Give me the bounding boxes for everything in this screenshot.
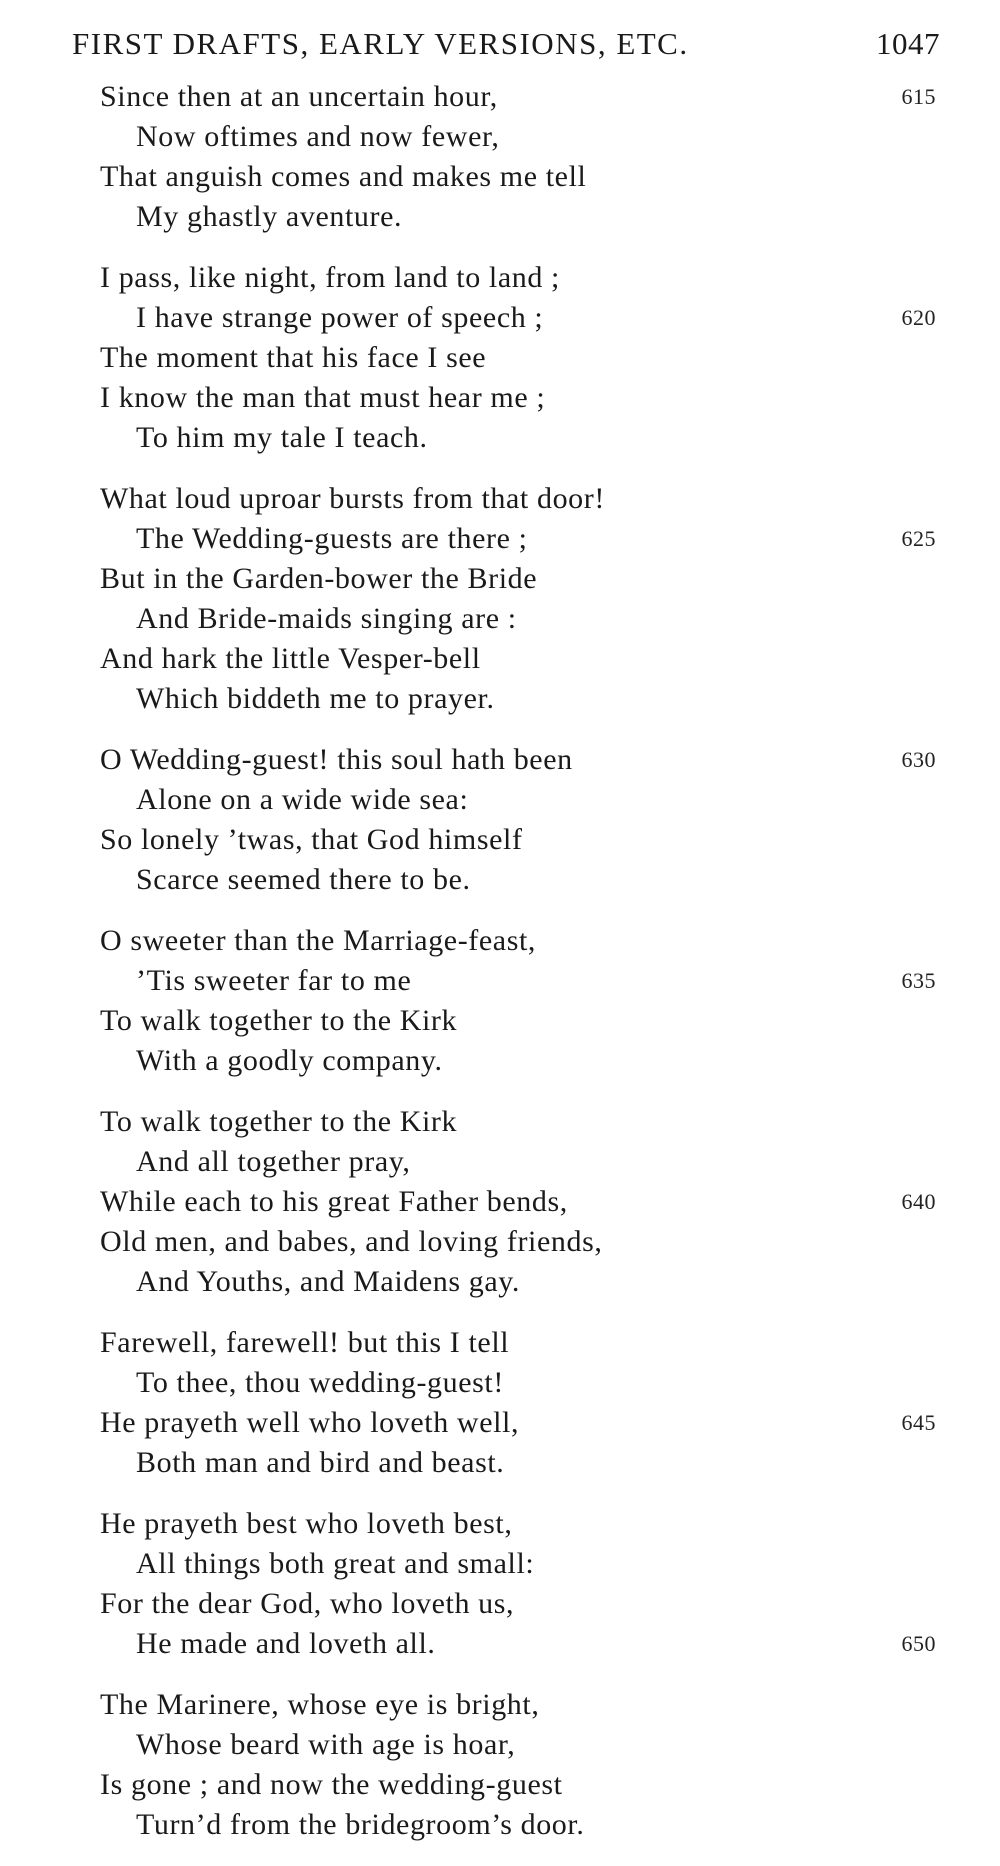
- page-number: 1047: [876, 26, 940, 61]
- line-number: 645: [901, 1410, 936, 1435]
- verse-line: [100, 860, 940, 900]
- verse-line: [100, 1182, 940, 1222]
- line-number: 630: [901, 747, 936, 772]
- stanza: [100, 1685, 940, 1845]
- verse-text: I have strange power of speech ;: [136, 301, 544, 334]
- line-number: 615: [901, 84, 936, 109]
- verse-line: [100, 378, 940, 418]
- verse-text: To walk together to the Kirk: [100, 1105, 458, 1138]
- poem-body: [100, 77, 940, 1866]
- verse-line: [100, 599, 940, 639]
- stanza: [100, 921, 940, 1081]
- running-head: FIRST DRAFTS, EARLY VERSIONS, ETC.: [72, 26, 689, 61]
- verse-line: [100, 559, 940, 599]
- verse-line: [100, 1222, 940, 1262]
- verse-text: The Marinere, whose eye is bright,: [100, 1688, 540, 1721]
- line-number: 620: [901, 305, 936, 330]
- verse-line: [100, 1504, 940, 1544]
- verse-line: [100, 1685, 940, 1725]
- verse-text: Whose beard with age is hoar,: [136, 1728, 516, 1761]
- verse-line: [100, 1262, 940, 1302]
- verse-text: To walk together to the Kirk: [100, 1004, 458, 1037]
- verse-line: [100, 1102, 940, 1142]
- verse-line: [100, 1725, 940, 1765]
- stanza: [100, 740, 940, 900]
- verse-line: [100, 1323, 940, 1363]
- line-number: 650: [901, 1631, 936, 1656]
- verse-text: So lonely ’twas, that God himself: [100, 823, 523, 856]
- verse-line: [100, 157, 940, 197]
- verse-line: [100, 961, 940, 1001]
- verse-line: [100, 77, 940, 117]
- verse-line: [100, 298, 940, 338]
- verse-line: [100, 1805, 940, 1845]
- stanza: [100, 1102, 940, 1302]
- verse-text: O Wedding-guest! this soul hath been: [100, 743, 573, 776]
- verse-line: [100, 1443, 940, 1483]
- verse-line: [100, 519, 940, 559]
- verse-text: Scarce seemed there to be.: [136, 863, 471, 896]
- stanza: [100, 1504, 940, 1664]
- stanza: [100, 77, 940, 237]
- verse-text: With a goodly company.: [136, 1044, 443, 1077]
- verse-text: And all together pray,: [136, 1145, 411, 1178]
- stanza: [100, 1323, 940, 1483]
- verse-line: [100, 1142, 940, 1182]
- verse-text: To him my tale I teach.: [136, 421, 428, 454]
- verse-line: [100, 1041, 940, 1081]
- verse-text: He prayeth best who loveth best,: [100, 1507, 513, 1540]
- line-number: 635: [901, 968, 936, 993]
- verse-line: [100, 197, 940, 237]
- verse-text: And hark the little Vesper-bell: [100, 642, 481, 675]
- verse-text: Old men, and babes, and loving friends,: [100, 1225, 603, 1258]
- stanza: [100, 258, 940, 458]
- verse-text: The moment that his face I see: [100, 341, 487, 374]
- verse-text: The Wedding-guests are there ;: [136, 522, 528, 555]
- verse-text: I know the man that must hear me ;: [100, 381, 546, 414]
- verse-text: Is gone ; and now the wedding-guest: [100, 1768, 563, 1801]
- verse-line: [100, 1363, 940, 1403]
- verse-text: While each to his great Father bends,: [100, 1185, 568, 1218]
- line-number: 625: [901, 526, 936, 551]
- verse-line: [100, 1624, 940, 1664]
- verse-text: ’Tis sweeter far to me: [136, 964, 412, 997]
- verse-text: For the dear God, who loveth us,: [100, 1587, 515, 1620]
- verse-line: [100, 1584, 940, 1624]
- verse-text: Since then at an uncertain hour,: [100, 80, 498, 113]
- verse-text: Turn’d from the bridegroom’s door.: [136, 1808, 585, 1841]
- line-number: 640: [901, 1189, 936, 1214]
- verse-line: [100, 1001, 940, 1041]
- verse-text: That anguish comes and makes me tell: [100, 160, 587, 193]
- verse-text: To thee, thou wedding-guest!: [136, 1366, 504, 1399]
- verse-text: What loud uproar bursts from that door!: [100, 482, 605, 515]
- verse-text: O sweeter than the Marriage-feast,: [100, 924, 537, 957]
- verse-text: All things both great and small:: [136, 1547, 535, 1580]
- verse-line: [100, 117, 940, 157]
- verse-line: [100, 921, 940, 961]
- verse-line: [100, 258, 940, 298]
- verse-line: [100, 679, 940, 719]
- verse-line: [100, 1765, 940, 1805]
- verse-text: Farewell, farewell! but this I tell: [100, 1326, 510, 1359]
- stanza: [100, 479, 940, 719]
- verse-text: I pass, like night, from land to land ;: [100, 261, 560, 294]
- verse-line: [100, 338, 940, 378]
- verse-text: But in the Garden-bower the Bride: [100, 562, 538, 595]
- verse-line: [100, 780, 940, 820]
- verse-text: And Bride-maids singing are :: [136, 602, 517, 635]
- verse-text: My ghastly aventure.: [136, 200, 403, 233]
- verse-text: Which biddeth me to prayer.: [136, 682, 495, 715]
- verse-text: Alone on a wide wide sea:: [136, 783, 469, 816]
- verse-text: He made and loveth all.: [136, 1627, 436, 1660]
- verse-line: [100, 1403, 940, 1443]
- verse-text: Both man and bird and beast.: [136, 1446, 505, 1479]
- verse-text: He prayeth well who loveth well,: [100, 1406, 520, 1439]
- verse-line: [100, 1544, 940, 1584]
- page-header: [72, 18, 940, 70]
- verse-line: [100, 820, 940, 860]
- verse-text: Now oftimes and now fewer,: [136, 120, 500, 153]
- verse-text: And Youths, and Maidens gay.: [136, 1265, 521, 1298]
- verse-line: [100, 740, 940, 780]
- verse-line: [100, 639, 940, 679]
- verse-line: [100, 479, 940, 519]
- verse-line: [100, 418, 940, 458]
